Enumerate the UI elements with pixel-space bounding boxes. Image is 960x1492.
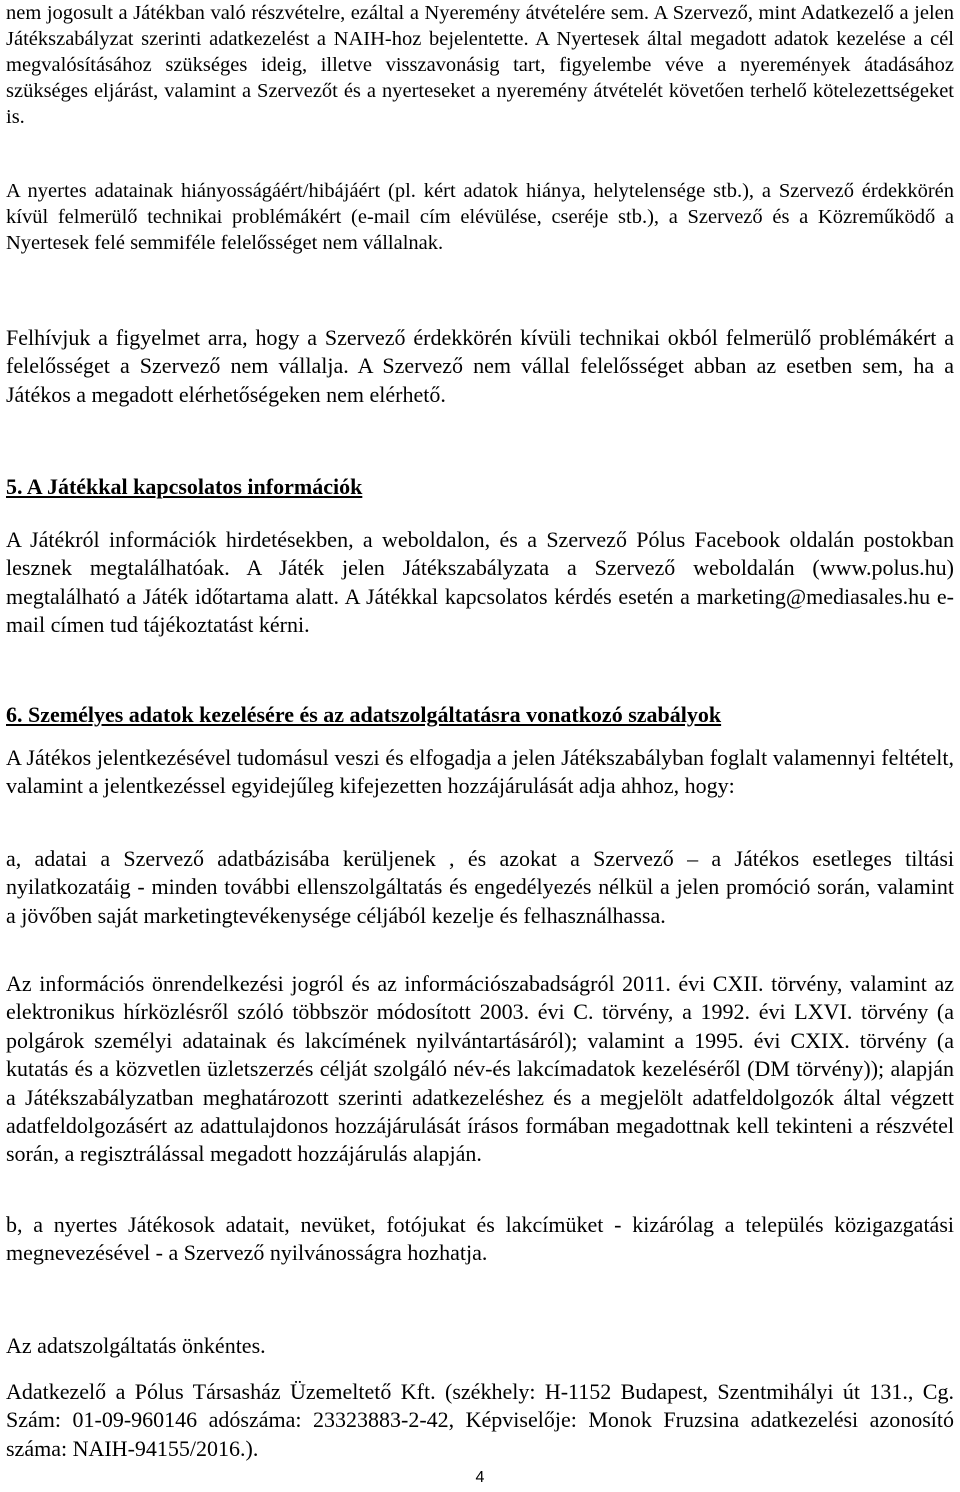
paragraph-winner-data-liability: A nyertes adatainak hiányosságáért/hibájáért (pl. kért adatok hiánya, helytelensége stb.), a Szervező érdekkörén kívül felmerülő technikai problémákért (e-mail cím elévülése, cseréje stb.), a Szervező és a Közreműködő a Nyertesek felé semmiféle felelősséget nem vállalnak.	[6, 180, 954, 254]
paragraph-voluntary: Az adatszolgáltatás önkéntes.	[6, 1333, 266, 1358]
section-heading-5: 5. A Játékkal kapcsolatos információk	[6, 474, 363, 499]
section-heading-6: 6. Személyes adatok kezelésére és az adatszolgáltatásra vonatkozó szabályok	[6, 702, 722, 727]
paragraph-legal-basis: Az információs önrendelkezési jogról és az információszabadságról 2011. évi CXII. törvény, valamint az elektronikus hírközlésről szóló többször módosított 2003. évi C. törvény, a 1992. évi LXVI. törvény (a polgárok személyi adatainak és lakcímének nyilvántartásáról); valamint a 1995. évi CXIX. törvény (a kutatás és a közvetlen üzletszerzés célját szolgáló név-és lakcímadatok kezeléséről (DM törvény)); alapján a Játékszabályzatban meghatározott szerinti adatkezeléshez és a megjelölt adatfeldolgozók által végzett adatfeldolgozásért az adattulajdonos hozzájárulását írásos formában megadottnak kell tekinteni a részvétel során, a regisztrálással megadott hozzájárulás alapján.	[6, 971, 954, 1167]
paragraph-consent-a: a, adatai a Szervező adatbázisába kerüljenek , és azokat a Szervező – a Játékos esetleges tiltási nyilatkozatáig - minden további ellenszolgáltatás és engedélyezés nélkül a jelen promóció során, valamint a jövőben saját marketingtevékenysége céljából kezelje és felhasználhassa.	[6, 846, 954, 928]
page-number: 4	[475, 1469, 485, 1486]
paragraph-player-consent: A Játékos jelentkezésével tudomásul veszi és elfogadja a jelen Játékszabályban foglalt valamennyi feltételt, valamint a jelentkezéssel egyidejűleg kifejezetten hozzájárulását adja ahhoz, hogy:	[6, 745, 954, 799]
paragraph-consent-b: b, a nyertes Játékosok adatait, nevüket, fotójukat és lakcímüket - kizárólag a település közigazgatási megnevezésével - a Szervező nyilvánosságra hozhatja.	[6, 1212, 954, 1266]
paragraph-data-controller: Adatkezelő a Pólus Társasház Üzemeltető Kft. (székhely: H-1152 Budapest, Szentmihályi út 131., Cg. Szám: 01-09-960146 adószáma: 23323883-2-42, Képviselője: Monok Fruzsina adatkezelési azonosító száma: NAIH-94155/2016.).	[6, 1379, 954, 1461]
paragraph-technical-issues: Felhívjuk a figyelmet arra, hogy a Szervező érdekkörén kívüli technikai okból felmerülő problémákért a felelősséget a Szervező nem vállalja. A Szervező nem vállal felelősséget abban az esetben sem, ha a Játékos a megadott elérhetőségeken nem elérhető.	[6, 325, 954, 407]
paragraph-game-information: A Játékról információk hirdetésekben, a weboldalon, és a Szervező Pólus Facebook oldalán postokban lesznek megtalálhatóak. A Játék jelen Játékszabályzata a Szervező weboldalán (www.polus.hu) megtalálható a Játék időtartama alatt. A Játékkal kapcsolatos kérdés esetén a marketing@mediasales.hu e-mail címen tud tájékoztatást kérni.	[6, 527, 954, 638]
paragraph-data-handling: nem jogosult a Játékban való részvételre, ezáltal a Nyeremény átvételére sem. A Szervező, mint Adatkezelő a jelen Játékszabályzat szerinti adatkezelést a NAIH-hoz bejelentette. A Nyertesek által megadott adatok kezelése a cél megvalósításához szükséges ideig, illetve visszavonásig tart, figyelembe véve a nyeremények átadásához szükséges eljárást, valamint a Szervezőt és a nyerteseket a nyeremény átvételét követően terhelő kötelezettségeket is.	[6, 2, 954, 128]
